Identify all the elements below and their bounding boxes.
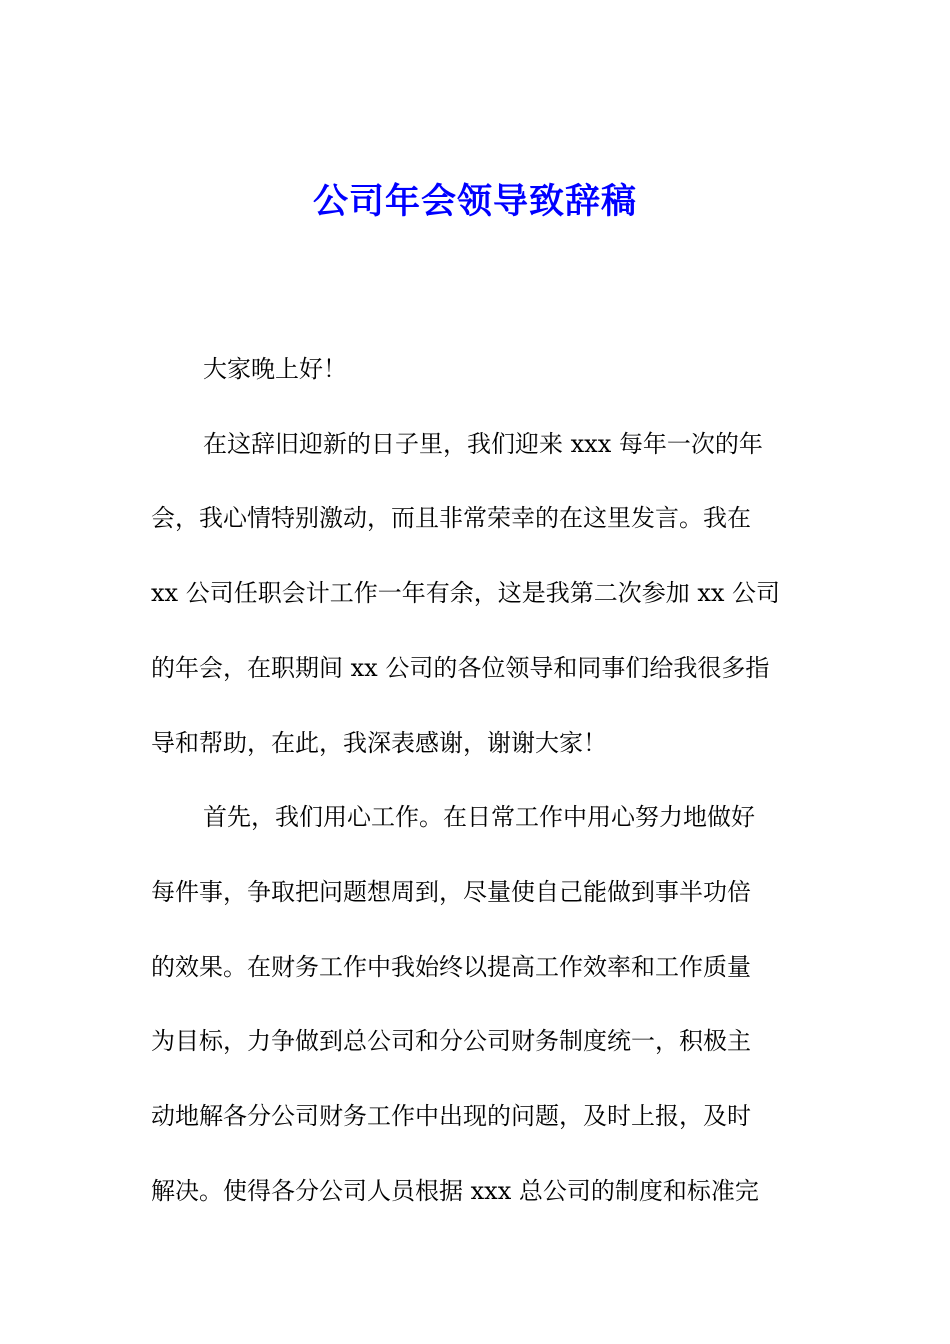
paragraph-work (151, 780, 801, 1228)
text-line: 大家晚上好！ (203, 355, 347, 383)
document-title: 公司年会领导致辞稿 (312, 182, 637, 222)
paragraph-greeting (151, 332, 801, 407)
text-line: 在这辞旧迎新的日子里，我们迎来 xxx 每年一次的年 (203, 429, 763, 458)
text-line: 导和帮助，在此，我深表感谢，谢谢大家！ (151, 728, 607, 757)
text-line: 首先，我们用心工作。在日常工作中用心努力地做好 (203, 803, 755, 832)
text-line: 每件事，争取把问题想周到，尽量使自己能做到事半功倍 (151, 877, 751, 906)
document-body (151, 332, 801, 1228)
text-line: xx 公司任职会计工作一年有余，这是我第二次参加 xx 公司 (151, 579, 781, 608)
text-line: 动地解各分公司财务工作中出现的问题，及时上报，及时 (151, 1102, 751, 1131)
text-line: 解决。使得各分公司人员根据 xxx 总公司的制度和标准完 (151, 1176, 759, 1205)
text-line: 的年会，在职期间 xx 公司的各位领导和同事们给我很多指 (151, 653, 770, 682)
text-line: 的效果。在财务工作中我始终以提高工作效率和工作质量 (151, 952, 751, 981)
text-line: 会，我心情特别激动，而且非常荣幸的在这里发言。我在 (151, 504, 751, 533)
text-line: 为目标，力争做到总公司和分公司财务制度统一，积极主 (151, 1027, 751, 1056)
paragraph-intro (151, 407, 801, 781)
